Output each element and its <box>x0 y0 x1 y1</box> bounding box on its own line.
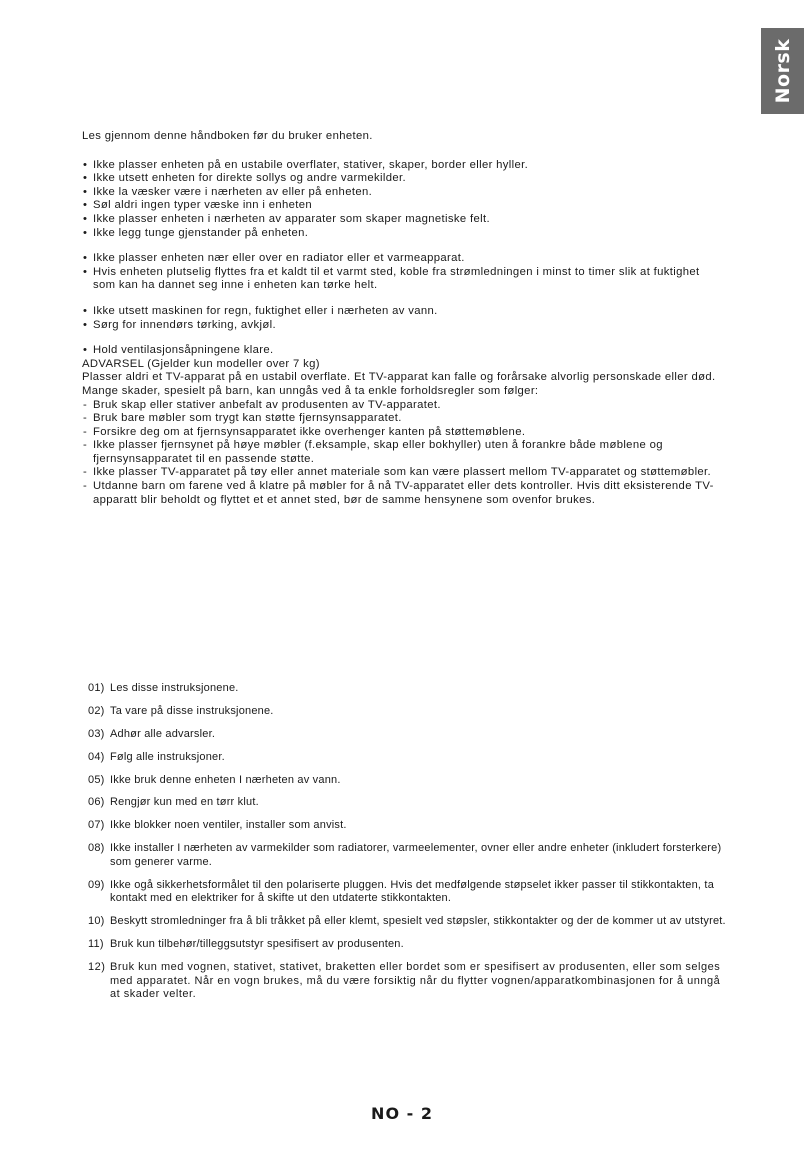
instruction-number: 11) <box>88 938 104 951</box>
instruction-item <box>88 819 728 833</box>
bullet-list-2 <box>82 252 722 293</box>
instruction-text: Følg alle instruksjoner. <box>110 750 225 763</box>
instruction-text: Ikke bruk denne enheten I nærheten av vann. <box>110 773 341 786</box>
instruction-number: 06) <box>88 796 105 809</box>
list-item: • Sørg for innendørs tørking, avkjøl. <box>82 319 722 333</box>
list-item: - Bruk skap eller stativer anbefalt av produsenten av TV-apparatet. <box>82 399 722 413</box>
instruction-number: 03) <box>88 727 105 740</box>
warning-title: ADVARSEL (Gjelder kun modeller over 7 kg) <box>82 357 320 370</box>
list-item: • Hvis enheten plutselig flyttes fra et kaldt til et varmt sted, koble fra strømledningen i minst to timer slik at fuktighet som kan ha dannet seg inne i enheten kan tørke helt. <box>82 266 722 293</box>
instruction-item <box>88 961 728 1002</box>
page-number: NO - 2 <box>371 1104 433 1123</box>
instruction-item <box>88 879 728 906</box>
list-item: - Ikke plasser TV-apparatet på tøy eller annet materiale som kan være plassert mellom TV-apparatet og støttemøbler. <box>82 466 722 480</box>
instruction-number: 09) <box>88 878 105 891</box>
list-item: - Forsikre deg om at fjernsynsapparatet ikke overhenger kanten på støttemøblene. <box>82 426 722 440</box>
instructions-list <box>88 682 728 1011</box>
instruction-number: 07) <box>88 819 105 832</box>
instruction-number: 10) <box>88 915 105 928</box>
instruction-number: 08) <box>88 842 105 855</box>
instruction-number: 12) <box>88 960 106 973</box>
list-item: - Utdanne barn om farene ved å klatre på møbler for å nå TV-apparatet eller dets kontroller. Hvis ditt eksisterende TV-apparatt blir beholdt og flyttet et et annet sted, bør de samme hensynene som ovenfor brukes. <box>82 480 722 507</box>
list-item: • Søl aldri ingen typer væske inn i enheten <box>82 199 722 213</box>
list-item: • Ikke plasser enheten nær eller over en radiator eller et varmeapparat. <box>82 252 722 266</box>
instruction-text: Rengjør kun med en tørr klut. <box>110 796 259 809</box>
bullet-list-4 <box>82 344 722 358</box>
list-item: • Ikke la væsker være i nærheten av eller på enheten. <box>82 186 722 200</box>
instruction-text: Bruk kun tilbehør/tilleggsutstyr spesifisert av produsenten. <box>110 938 404 951</box>
instruction-item <box>88 728 728 742</box>
instruction-text: Ikke ogå sikkerhetsformålet til den polariserte pluggen. Hvis det medfølgende støpselet ikker passer til stikkontakten, ta kontakt med en elektriker for å skifte ut den utdaterte stikkontakten. <box>110 878 715 905</box>
list-item: • Hold ventilasjonsåpningene klare. <box>82 344 722 358</box>
list-item: • Ikke utsett enheten for direkte sollys og andre varmekilder. <box>82 172 722 186</box>
list-item: - Ikke plasser fjernsynet på høye møbler (f.eksample, skap eller bokhyller) uten å forankre både møblene og fjernsynsapparatet til en passende støtte. <box>82 439 722 466</box>
safety-section <box>82 130 722 507</box>
instruction-number: 04) <box>88 750 105 763</box>
instruction-text: Ikke installer I nærheten av varmekilder som radiatorer, varmeelementer, ovner eller andre enheter (inkludert forsterkere) som generer varme. <box>110 842 722 868</box>
instruction-number: 02) <box>88 704 105 717</box>
intro-text: Les gjennom denne håndboken før du bruker enheten. <box>82 130 373 142</box>
bullet-list-3 <box>82 305 722 332</box>
warning-intro: Mange skader, spesielt på barn, kan unngås ved å ta enkle forholdsregler som følger: <box>82 384 539 397</box>
language-tab-label: Norsk <box>771 38 794 104</box>
instruction-item <box>88 751 728 765</box>
list-item: - Bruk bare møbler som trygt kan støtte fjernsynsapparatet. <box>82 412 722 426</box>
instruction-number: 05) <box>88 773 105 786</box>
instruction-item <box>88 842 728 869</box>
list-item: • Ikke plasser enheten i nærheten av apparater som skaper magnetiske felt. <box>82 213 722 227</box>
instruction-item <box>88 915 728 929</box>
list-item: • Ikke plasser enheten på en ustabile overflater, stativer, skaper, border eller hyller. <box>82 159 722 173</box>
list-item: • Ikke utsett maskinen for regn, fuktighet eller i nærheten av vann. <box>82 305 722 319</box>
instruction-text: Ikke blokker noen ventiler, installer som anvist. <box>110 819 347 832</box>
instruction-text: Adhør alle advarsler. <box>110 727 216 740</box>
instruction-text: Ta vare på disse instruksjonene. <box>110 704 274 717</box>
instruction-text: Bruk kun med vognen, stativet, stativet, braketten eller bordet som er spesifisert av produsenten, eller som selges med apparatet. Når en vogn brukes, må du være forsiktig når du flytter vognen/apparatkombinasjonen for å unngå at skader velter. <box>110 960 721 1001</box>
instruction-item <box>88 774 728 788</box>
instruction-text: Beskytt stromledninger fra å bli tråkket på eller klemt, spesielt ved støpsler, stikkontakter og der de kommer ut av utstyret. <box>110 915 726 928</box>
instruction-text: Les disse instruksjonene. <box>110 682 239 694</box>
instruction-item <box>88 705 728 719</box>
warning-dash-list <box>82 399 722 508</box>
instruction-number: 01) <box>88 682 105 694</box>
instruction-item <box>88 682 728 696</box>
language-tab <box>761 28 804 114</box>
list-item: • Ikke legg tunge gjenstander på enheten. <box>82 227 722 241</box>
warning-text: Plasser aldri et TV-apparat på en ustabil overflate. Et TV-apparat kan falle og forårsake alvorlig personskade eller død. <box>82 371 716 384</box>
bullet-list-1 <box>82 159 722 241</box>
instruction-item <box>88 796 728 810</box>
instruction-item <box>88 938 728 952</box>
